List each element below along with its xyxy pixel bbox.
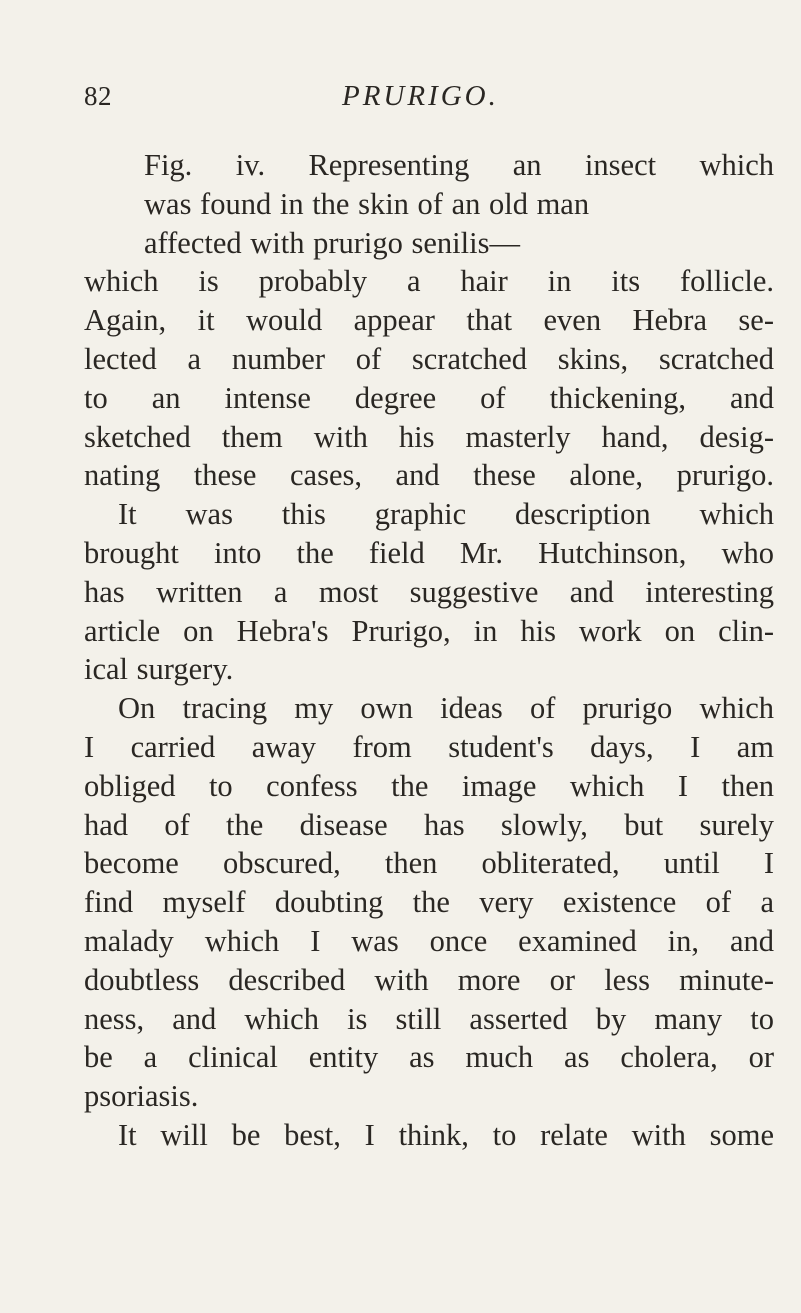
text-line: psoriasis.: [84, 1079, 199, 1114]
text-line: nating these cases, and these alone, prurigo.: [84, 458, 774, 493]
text-line: sketched them with his masterly hand, desig-: [84, 419, 774, 454]
text-line: lected a number of scratched skins, scratched: [84, 341, 774, 376]
text-line: affected with prurigo senilis—: [144, 225, 520, 260]
text-line: Fig. iv. Representing an insect which: [144, 148, 774, 182]
text-line: brought into the field Mr. Hutchinson, who: [84, 535, 774, 570]
text-line: be a clinical entity as much as cholera, or: [84, 1040, 774, 1075]
text-line: ness, and which is still asserted by many to: [84, 1001, 774, 1036]
text-line: ical surgery.: [84, 652, 234, 687]
text-line: I carried away from student's days, I am: [84, 729, 774, 764]
text-line: It will be best, I think, to relate with some: [118, 1117, 774, 1152]
text-line: to an intense degree of thickening, and: [84, 380, 774, 415]
page-header: [84, 78, 774, 118]
text-line: has written a most suggestive and interesting: [84, 574, 774, 609]
text-line: obliged to confess the image which I then: [84, 768, 774, 803]
text-line: had of the disease has slowly, but surely: [84, 807, 774, 842]
page-number: 82: [84, 81, 112, 111]
text-line: find myself doubting the very existence of a: [84, 885, 774, 920]
running-title: PRURIGO.: [342, 80, 499, 112]
text-line: It was this graphic description which: [118, 497, 774, 532]
text-line: which is probably a hair in its follicle.: [84, 264, 774, 299]
text-line: article on Hebra's Prurigo, in his work on clin-: [84, 613, 774, 648]
text-line: malady which I was once examined in, and: [84, 923, 774, 958]
text-line: Again, it would appear that even Hebra se-: [84, 303, 774, 338]
text-line: doubtless described with more or less minute-: [84, 962, 774, 997]
text-line: On tracing my own ideas of prurigo which: [118, 691, 774, 726]
text-line: become obscured, then obliterated, until I: [84, 846, 774, 881]
text-line: was found in the skin of an old man: [144, 186, 590, 221]
body-text: [84, 146, 774, 1155]
